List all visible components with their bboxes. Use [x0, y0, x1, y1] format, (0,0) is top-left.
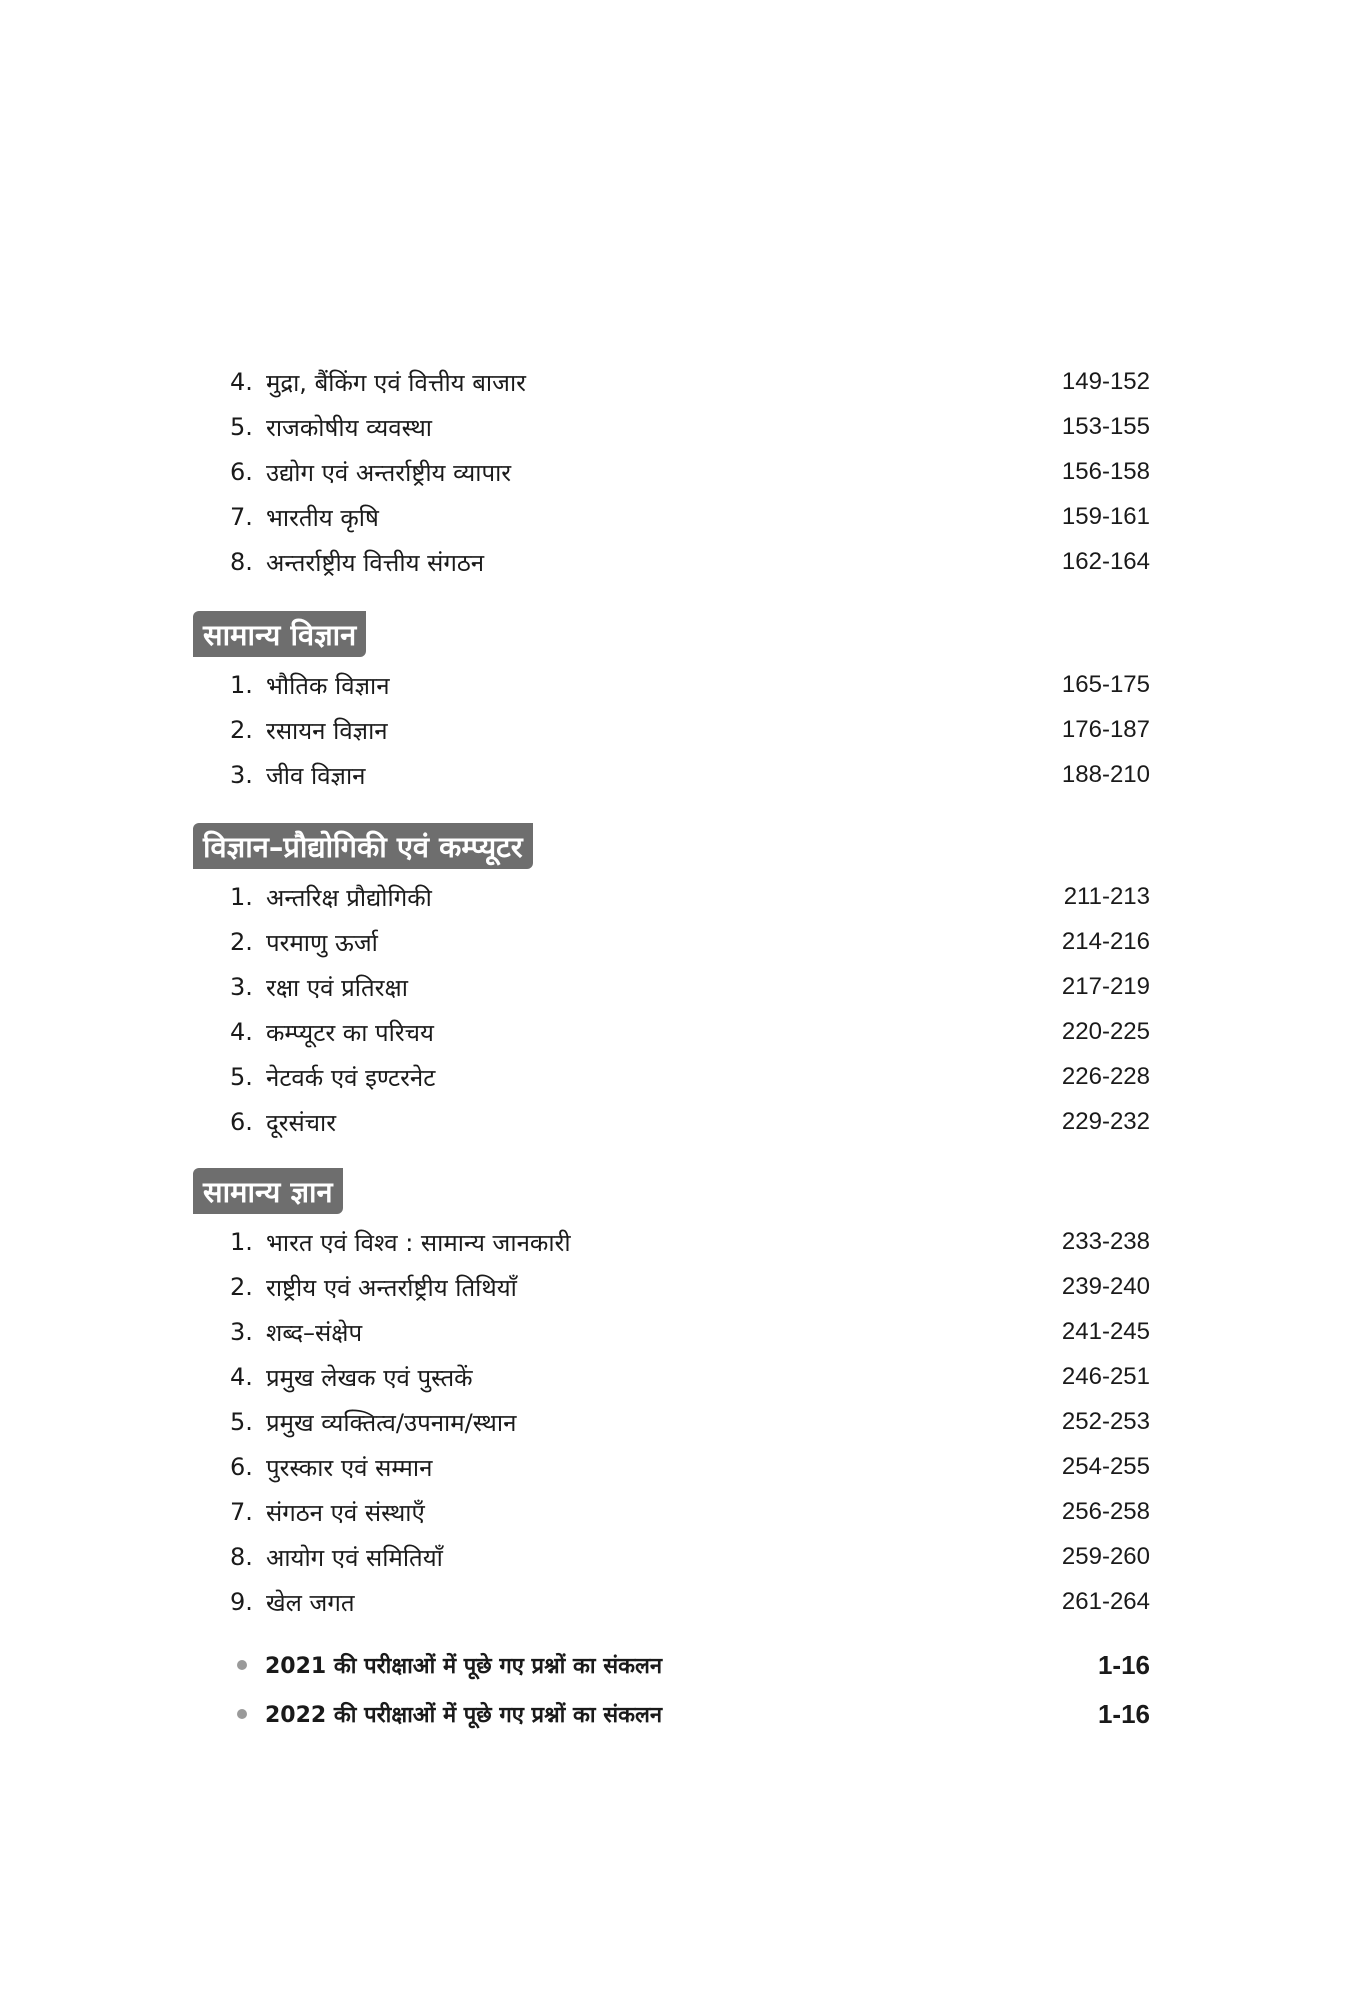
toc-entry — [230, 1012, 1150, 1052]
toc-entry — [230, 1537, 1150, 1577]
section-heading-science-technology: विज्ञान–प्रौद्योगिकी एवं कम्प्यूटर — [193, 823, 533, 869]
entry-pages: 214-216 — [1061, 928, 1150, 955]
entry-title: 2022 की परीक्षाओं में पूछे गए प्रश्नों का संकलन — [265, 1703, 663, 1728]
entry-pages: 165-175 — [1061, 671, 1150, 698]
toc-entry — [230, 922, 1150, 962]
bullet-icon — [237, 1660, 247, 1670]
toc-entry — [230, 1102, 1150, 1142]
entry-title: उद्योग एवं अन्तर्राष्ट्रीय व्यापार — [266, 458, 512, 487]
entry-number: 3. — [230, 761, 253, 789]
bullet-icon — [237, 1709, 247, 1719]
entry-title: रक्षा एवं प्रतिरक्षा — [266, 973, 408, 1002]
entry-pages: 252-253 — [1061, 1408, 1150, 1435]
entry-title: प्रमुख व्यक्तित्व/उपनाम/स्थान — [266, 1408, 517, 1437]
toc-entry — [230, 755, 1150, 795]
entry-number: 7. — [230, 1498, 253, 1526]
entry-number: 5. — [230, 1063, 253, 1091]
entry-number: 2. — [230, 1273, 253, 1301]
toc-entry — [230, 452, 1150, 492]
toc-entry — [230, 1057, 1150, 1097]
entry-pages: 1-16 — [1097, 1649, 1150, 1680]
entry-title: परमाणु ऊर्जा — [266, 928, 378, 957]
entry-pages: 261-264 — [1061, 1588, 1150, 1615]
entry-number: 8. — [230, 548, 253, 576]
toc-extra-entry — [237, 1694, 1150, 1734]
entry-pages: 153-155 — [1061, 413, 1150, 440]
entry-pages: 226-228 — [1061, 1063, 1150, 1090]
entry-title: भारत एवं विश्व : सामान्य जानकारी — [266, 1228, 571, 1257]
entry-pages: 233-238 — [1061, 1228, 1150, 1255]
entry-title: अन्तर्राष्ट्रीय वित्तीय संगठन — [266, 548, 485, 577]
entry-number: 1. — [230, 671, 253, 699]
entry-title: 2021 की परीक्षाओं में पूछे गए प्रश्नों का संकलन — [265, 1654, 663, 1679]
entry-pages: 217-219 — [1061, 973, 1150, 1000]
entry-title: रसायन विज्ञान — [266, 716, 388, 745]
entry-title: पुरस्कार एवं सम्मान — [266, 1453, 433, 1482]
entry-pages: 241-245 — [1061, 1318, 1150, 1345]
toc-entry — [230, 1492, 1150, 1532]
entry-pages: 156-158 — [1061, 458, 1150, 485]
entry-number: 6. — [230, 458, 253, 486]
entry-number: 4. — [230, 368, 253, 396]
toc-entry — [230, 407, 1150, 447]
entry-number: 4. — [230, 1363, 253, 1391]
toc-entry — [230, 967, 1150, 1007]
section-heading-general-knowledge: सामान्य ज्ञान — [193, 1168, 343, 1214]
entry-number: 1. — [230, 883, 253, 911]
entry-pages: 1-16 — [1097, 1698, 1150, 1729]
entry-title: शब्द–संक्षेप — [266, 1318, 363, 1347]
toc-entry — [230, 1312, 1150, 1352]
entry-number: 8. — [230, 1543, 253, 1571]
entry-title: नेटवर्क एवं इण्टरनेट — [266, 1063, 436, 1092]
entry-number: 1. — [230, 1228, 253, 1256]
toc-entry — [230, 1222, 1150, 1262]
toc-entry — [230, 877, 1150, 917]
entry-number: 3. — [230, 973, 253, 1001]
toc-entry — [230, 1357, 1150, 1397]
toc-entry — [230, 362, 1150, 402]
toc-entry — [230, 1267, 1150, 1307]
entry-pages: 211-213 — [1063, 883, 1150, 910]
entry-title: कम्प्यूटर का परिचय — [266, 1018, 434, 1047]
toc-entry — [230, 710, 1150, 750]
entry-title: भारतीय कृषि — [266, 503, 379, 532]
entry-title: राष्ट्रीय एवं अन्तर्राष्ट्रीय तिथियाँ — [266, 1273, 517, 1302]
entry-number: 5. — [230, 1408, 253, 1436]
entry-number: 7. — [230, 503, 253, 531]
entry-title: अन्तरिक्ष प्रौद्योगिकी — [266, 883, 432, 912]
entry-pages: 229-232 — [1061, 1108, 1150, 1135]
entry-pages: 149-152 — [1061, 368, 1150, 395]
entry-number: 3. — [230, 1318, 253, 1346]
entry-pages: 239-240 — [1061, 1273, 1150, 1300]
entry-pages: 162-164 — [1061, 548, 1150, 575]
entry-title: मुद्रा, बैंकिंग एवं वित्तीय बाजार — [266, 368, 526, 397]
entry-title: प्रमुख लेखक एवं पुस्तकें — [266, 1363, 473, 1392]
entry-pages: 188-210 — [1061, 761, 1150, 788]
entry-number: 6. — [230, 1108, 253, 1136]
entry-title: दूरसंचार — [266, 1108, 337, 1137]
entry-title: राजकोषीय व्यवस्था — [266, 413, 433, 442]
section-heading-general-science: सामान्य विज्ञान — [193, 611, 366, 657]
entry-number: 2. — [230, 928, 253, 956]
entry-number: 9. — [230, 1588, 253, 1616]
entry-pages: 254-255 — [1061, 1453, 1150, 1480]
entry-title: खेल जगत — [266, 1588, 355, 1617]
entry-pages: 220-225 — [1061, 1018, 1150, 1045]
toc-entry — [230, 542, 1150, 582]
toc-entry — [230, 1582, 1150, 1622]
toc-extra-entry — [237, 1645, 1150, 1685]
entry-title: आयोग एवं समितियाँ — [266, 1543, 443, 1572]
entry-pages: 176-187 — [1061, 716, 1150, 743]
entry-number: 4. — [230, 1018, 253, 1046]
entry-pages: 256-258 — [1061, 1498, 1150, 1525]
entry-number: 5. — [230, 413, 253, 441]
entry-pages: 259-260 — [1061, 1543, 1150, 1570]
entry-title: जीव विज्ञान — [266, 761, 366, 790]
entry-number: 6. — [230, 1453, 253, 1481]
toc-entry — [230, 665, 1150, 705]
entry-title: भौतिक विज्ञान — [266, 671, 390, 700]
toc-entry — [230, 497, 1150, 537]
entry-pages: 246-251 — [1061, 1363, 1150, 1390]
toc-entry — [230, 1402, 1150, 1442]
entry-pages: 159-161 — [1061, 503, 1150, 530]
entry-title: संगठन एवं संस्थाएँ — [266, 1498, 425, 1527]
entry-number: 2. — [230, 716, 253, 744]
toc-entry — [230, 1447, 1150, 1487]
